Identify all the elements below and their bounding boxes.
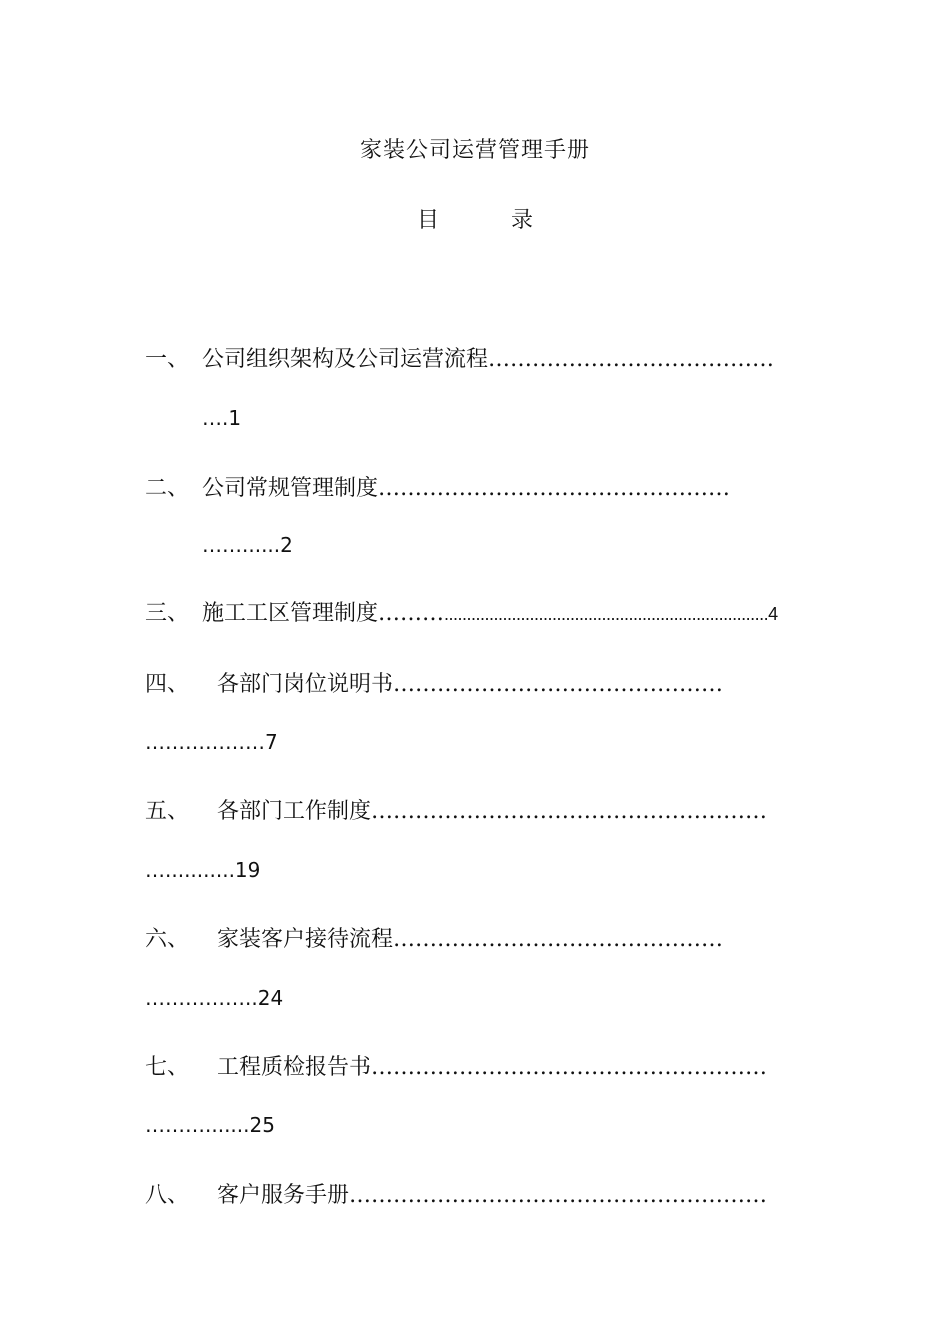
toc-entry-4-page: ………………7: [145, 730, 278, 754]
toc-entry-number: 三、: [145, 601, 190, 626]
toc-entry-leader: ………: [378, 601, 445, 626]
toc-entry-number: 八、: [145, 1183, 190, 1208]
toc-entry-leader: ………………………………………: [393, 672, 724, 697]
toc-entry-number: 六、: [145, 927, 190, 952]
toc-entry-number: 二、: [145, 476, 190, 501]
toc-entry-8: [145, 1181, 767, 1211]
toc-entry-2: [145, 474, 730, 504]
toc-entry-title: 家装客户接待流程: [217, 927, 394, 952]
toc-entry-leader: ………………………………………………: [371, 1055, 768, 1080]
document-title: 家装公司运营管理手册: [359, 138, 590, 163]
toc-entry-title: 各部门工作制度: [217, 799, 372, 824]
toc-entry-title: 各部门岗位说明书: [217, 672, 394, 697]
toc-entry-title: 客户服务手册: [217, 1183, 350, 1208]
toc-entry-number: 七、: [145, 1055, 190, 1080]
toc-entry-number: 五、: [145, 799, 190, 824]
toc-entry-3: [145, 599, 778, 629]
toc-entry-7-page: ……….......25: [145, 1113, 275, 1137]
toc-entry-leader: …………………………………: [488, 347, 775, 372]
toc-entry-1-page: ….1: [202, 406, 242, 430]
toc-entry-6: [145, 925, 723, 955]
toc-entry-5-page: …...........19: [145, 858, 261, 882]
toc-entry-1: [145, 345, 774, 375]
toc-entry-title: 施工工区管理制度: [202, 601, 379, 626]
toc-entry-number: 一、: [145, 347, 190, 372]
toc-entry-title: 公司常规管理制度: [202, 476, 379, 501]
toc-entry-leader: …………………………………………: [378, 476, 731, 501]
toc-entry-leader: ………………………………………: [393, 927, 724, 952]
toc-entry-leader: …………………………………………………: [349, 1183, 768, 1208]
toc-heading: [0, 206, 950, 236]
toc-entry-leader: ………………………………………………: [371, 799, 768, 824]
toc-heading-right: 录: [511, 208, 534, 233]
toc-entry-number: 四、: [145, 672, 190, 697]
toc-entry-page: ........................................................................4: [444, 604, 778, 624]
toc-entry-5: [145, 797, 767, 827]
toc-entry-2-page: ……......2: [202, 533, 293, 557]
toc-entry-4: [145, 670, 723, 700]
toc-entry-6-page: ……………..24: [145, 986, 284, 1010]
toc-entry-title: 工程质检报告书: [217, 1055, 372, 1080]
toc-heading-left: 目: [416, 208, 439, 233]
toc-entry-7: [145, 1053, 767, 1083]
toc-entry-title: 公司组织架构及公司运营流程: [202, 347, 489, 372]
